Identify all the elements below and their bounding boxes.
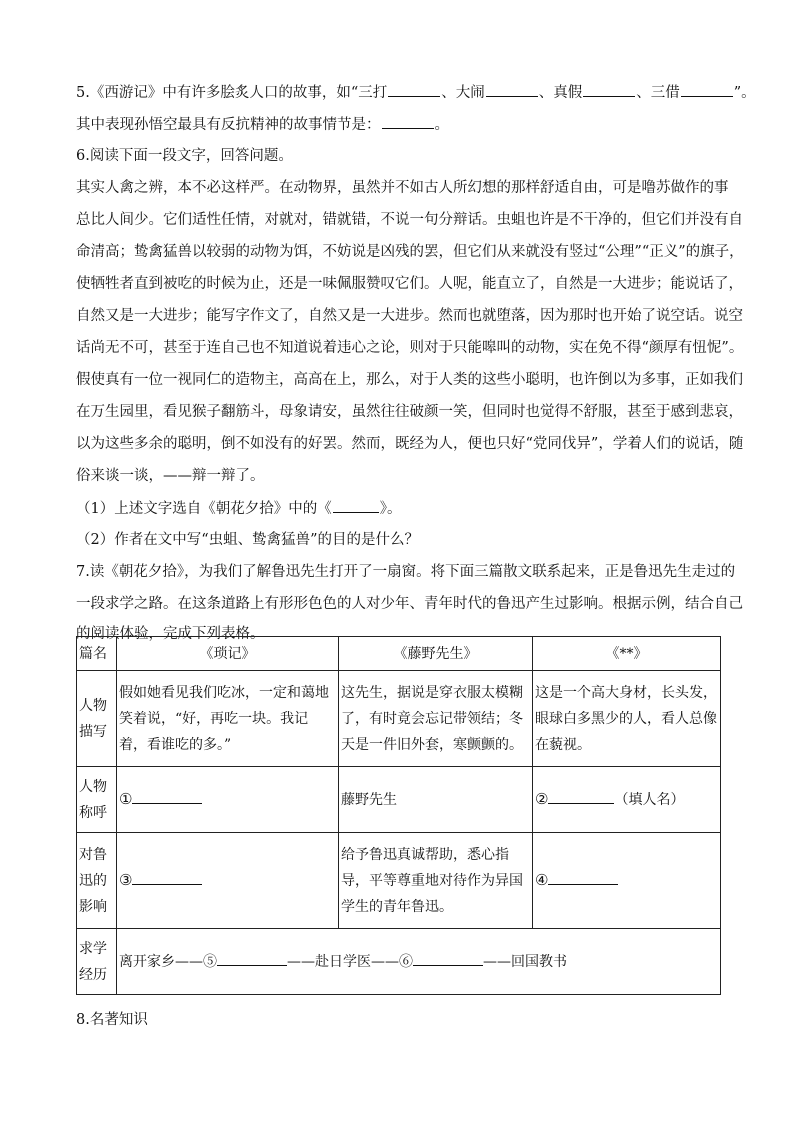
answer-blank[interactable]: [486, 82, 538, 97]
circled-number: ③: [119, 871, 133, 889]
header-cell: 《藤野先生》: [339, 637, 533, 671]
q7-intro-line: 一段求学之路。在这条道路上有形形色色的人对少年、青年时代的鲁迅产生过影响。根据示例，结合自己: [76, 596, 743, 612]
answer-blank[interactable]: [132, 789, 202, 804]
passage-line: 自然又是一大进步；能写字作文了，自然又是一大进步。然而也就堕落，因为那时也开始了说空话。说空: [76, 308, 743, 324]
table-cell: [117, 929, 721, 995]
row-label: 求学经历: [77, 929, 117, 995]
answer-blank[interactable]: [548, 870, 618, 885]
answer-blank[interactable]: [333, 498, 379, 513]
q6-subquestion-1: [76, 498, 401, 519]
passage-line: 总比人间少。它们适性任情，对就对，错就错，不说一句分辩话。虫蛆也许是不干净的，但它们并没有自: [76, 212, 743, 228]
table-row: [77, 767, 721, 833]
passage-line: 在万生园里，看见猴子翻筋斗，母象请安，虽然往往破颜一笑，但同时也觉得不舒服，甚至于感到悲哀，: [76, 404, 743, 420]
table-cell: [117, 833, 339, 929]
q5-text: 其中表现孙悟空最具有反抗精神的故事情节是：: [76, 117, 381, 133]
fill-hint: （填人名）: [614, 792, 685, 808]
q5-text: 、大闹: [441, 85, 485, 101]
q5-line1: [76, 82, 756, 103]
q8-title: 8.名著知识: [76, 1012, 148, 1028]
path-text: ——回国教书: [483, 953, 567, 970]
q5-text: 、三借: [636, 85, 680, 101]
circled-number: ②: [535, 790, 549, 808]
table-cell: 这先生，据说是穿衣服太模糊了，有时竟会忘记带领结；冬天是一件旧外套，寒颤颤的。: [339, 671, 533, 767]
q5-text: 5.《西游记》中有许多脍炙人口的故事，如“三打: [76, 85, 388, 101]
table-cell: [533, 767, 721, 833]
q5-text: 、真假: [538, 85, 583, 101]
path-text: 离开家乡——⑤: [119, 953, 217, 970]
passage-line: 以为这些多余的聪明，倒不如没有的好罢。然而，既经为人，便也只好“党同伐异”，学着人们的说话，随: [76, 436, 744, 452]
answer-blank[interactable]: [681, 82, 733, 97]
table-cell: 假如她看见我们吃冰，一定和蔼地笑着说，“好，再吃一块。我记着，看谁吃的多。”: [117, 671, 339, 767]
header-cell: 《琐记》: [117, 637, 339, 671]
passage-line: 其实人禽之辨，本不必这样严。在动物界，虽然并不如古人所幻想的那样舒适自由，可是噜苏做作的事: [76, 180, 729, 196]
table-row: [77, 671, 721, 767]
answer-blank[interactable]: [413, 951, 483, 966]
q6-text: （1）上述文字选自《朝花夕拾》中的《: [76, 501, 332, 517]
q5-text: 。: [434, 117, 449, 133]
passage-line: 俗来谈一谈，——辩一辩了。: [76, 468, 265, 484]
table-row: [77, 929, 721, 995]
q7-table: [76, 636, 721, 995]
row-label: 对鲁迅的影响: [77, 833, 117, 929]
q7-intro-line: 的阅读体验，完成下列表格。: [76, 626, 265, 642]
table-cell: 给予鲁迅真诚帮助，悉心指导，平等尊重地对待作为异国学生的青年鲁迅。: [339, 833, 533, 929]
table-cell: 这是一个高大身材，长头发，眼球白多黑少的人，看人总像在藐视。: [533, 671, 721, 767]
table-row: [77, 833, 721, 929]
answer-blank[interactable]: [217, 951, 287, 966]
header-cell: 篇名: [77, 637, 117, 671]
passage-line: 命清高；鸷禽猛兽以较弱的动物为饵，不妨说是凶残的罢，但它们从来就没有竖过“公理”“正义”的旗子，: [76, 244, 744, 260]
table-cell: [533, 833, 721, 929]
table-cell: 藤野先生: [339, 767, 533, 833]
row-label: 人物描写: [77, 671, 117, 767]
answer-blank[interactable]: [132, 870, 202, 885]
circled-number: ①: [119, 790, 133, 808]
q5-text: ”。: [733, 85, 756, 101]
answer-blank[interactable]: [388, 82, 440, 97]
table-cell: [117, 767, 339, 833]
q6-text: 》。: [379, 501, 402, 517]
q5-line2: [76, 114, 449, 135]
passage-line: 话尚无不可，甚至于连自己也不知道说着违心之论，则对于只能嗥叫的动物，实在免不得“颜厚有忸怩”。: [76, 340, 744, 356]
answer-blank[interactable]: [583, 82, 635, 97]
q7-intro-line: 7.读《朝花夕拾》，为我们了解鲁迅先生打开了一扇窗。将下面三篇散文联系起来，正是鲁迅先生走过的: [76, 564, 736, 580]
passage-line: 假使真有一位一视同仁的造物主，高高在上，那么，对于人类的这些小聪明，也许倒以为多事，正如我们: [76, 372, 743, 388]
table-header-row: [77, 637, 721, 671]
circled-number: ④: [535, 871, 549, 889]
q6-title: 6.阅读下面一段文字，回答问题。: [76, 148, 293, 164]
header-cell: 《**》: [533, 637, 721, 671]
passage-line: 使牺牲者直到被吃的时候为止，还是一味佩服赞叹它们。人呢，能直立了，自然是一大进步；能说话了，: [76, 276, 743, 292]
path-text: ——赴日学医——⑥: [287, 953, 413, 970]
q6-subquestion-2: （2）作者在文中写“虫蛆、鸷禽猛兽”的目的是什么？: [76, 532, 420, 548]
answer-blank[interactable]: [382, 114, 434, 129]
answer-blank[interactable]: [548, 789, 614, 804]
row-label: 人物称呼: [77, 767, 117, 833]
